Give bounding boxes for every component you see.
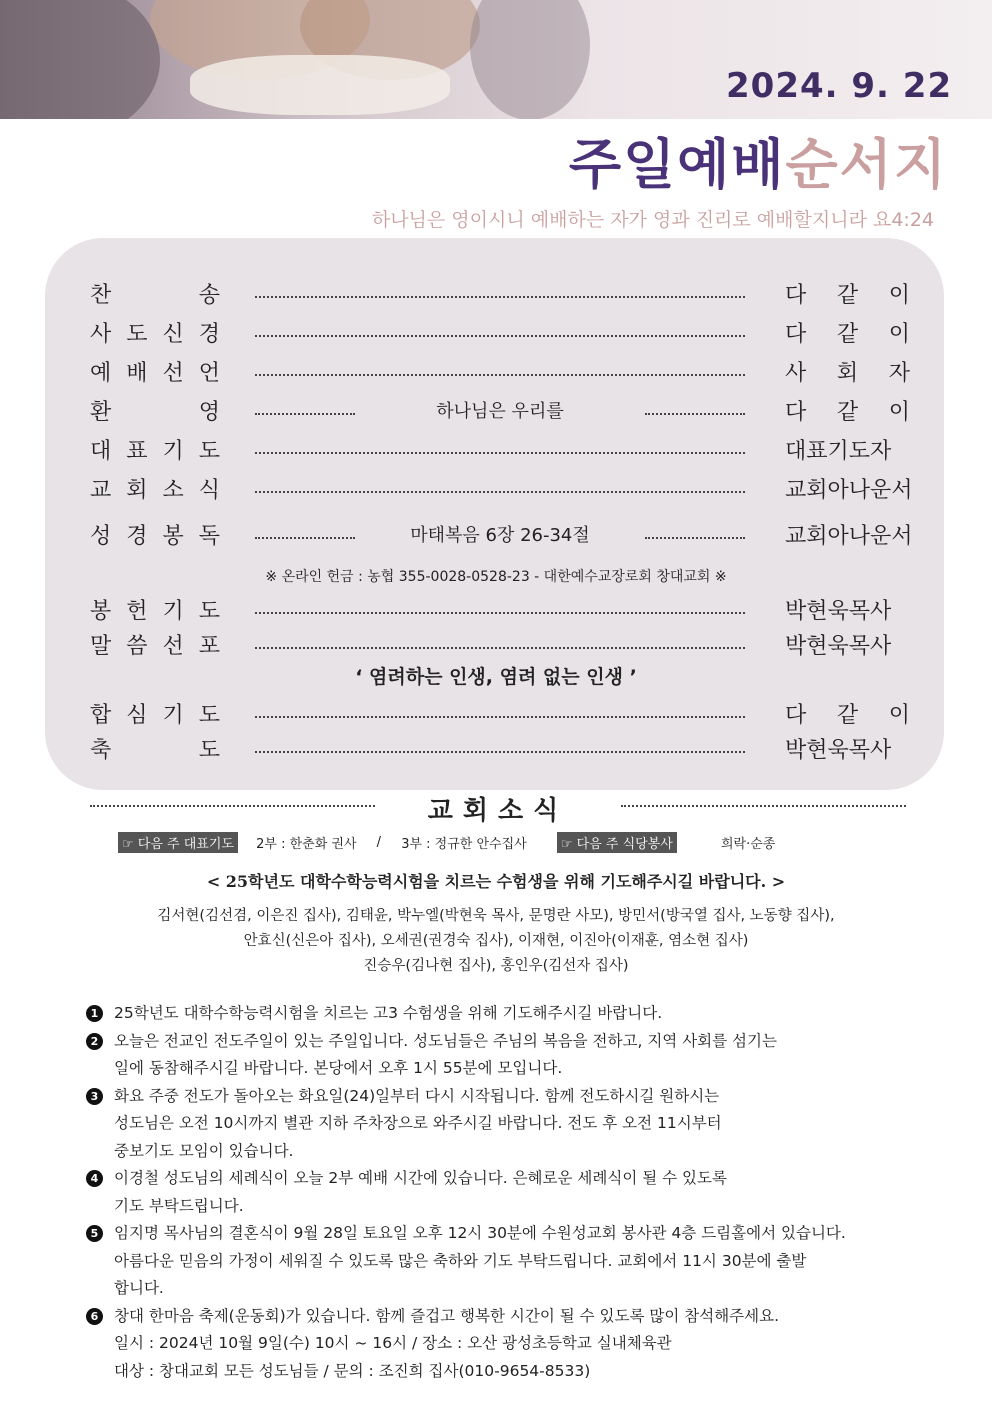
dotted-leader <box>255 527 355 539</box>
notice-number-badge: 3 <box>86 1088 103 1105</box>
dotted-leader <box>255 403 355 415</box>
dotted-leader <box>255 325 745 337</box>
order-label-char: 경 <box>126 524 148 549</box>
news-title-bar <box>90 790 906 826</box>
order-label-char: 축 <box>90 738 112 763</box>
order-label-char: 도 <box>198 738 220 763</box>
order-leader <box>785 317 910 348</box>
notice-item <box>86 1165 916 1220</box>
order-label-char: 독 <box>198 524 220 549</box>
order-label-char: 도 <box>198 703 220 728</box>
order-label-char: 소 <box>162 478 184 503</box>
order-label-char: 언 <box>198 361 220 386</box>
order-leader: 박현욱목사 <box>785 738 892 763</box>
order-label-char: 교 <box>90 478 112 503</box>
order-label-char: 송 <box>198 283 220 308</box>
notice-number-badge: 2 <box>86 1033 103 1050</box>
order-label-char: 예 <box>90 361 112 386</box>
order-label <box>90 278 220 309</box>
dotted-leader <box>255 637 745 649</box>
sermon-title: ‘ 염려하는 인생, 염려 없는 인생 ’ <box>355 666 637 688</box>
notice-line: 기도 부탁드립니다. <box>114 1196 244 1215</box>
notice-item <box>86 1303 916 1386</box>
order-label <box>90 698 220 729</box>
names-line: 김서현(김선겸, 이은진 집사), 김태윤, 박누엘(박현욱 목사, 문명란 사모), 방민서(방국열 집사, 노동향 집사), <box>157 908 835 924</box>
order-label <box>90 434 220 465</box>
prayer-duty-2: 2부 : 한춘화 권사 <box>256 837 357 852</box>
order-label-char: 기 <box>162 703 184 728</box>
notice-item <box>86 1220 916 1303</box>
notice-line: 성도님은 오전 10시까지 별관 지하 주차장으로 와주시길 바랍니다. 전도 후 오전 11시부터 <box>114 1114 722 1132</box>
order-label-char: 찬 <box>90 283 112 308</box>
order-row <box>90 473 913 505</box>
title-part2: 순서지 <box>785 133 948 196</box>
order-leader-char: 다 <box>785 703 807 728</box>
order-leader-char: 이 <box>888 703 910 728</box>
notice-list <box>86 1000 916 1385</box>
order-label-char: 헌 <box>126 599 148 624</box>
order-leader-char: 사 <box>785 361 807 386</box>
order-leader-char: 같 <box>836 703 859 728</box>
duty-separator: / <box>376 835 382 850</box>
order-row <box>90 317 910 349</box>
order-label-char: 포 <box>198 634 220 659</box>
order-label-char: 대 <box>90 439 112 464</box>
order-leader-char: 이 <box>888 322 910 347</box>
dotted-leader <box>255 286 745 298</box>
notice-line: 오늘은 전교인 전도주일이 있는 주일입니다. 성도님들은 주님의 복음을 전하고, 지역 사회를 섬기는 <box>114 1031 777 1050</box>
order-label <box>90 473 220 504</box>
notice-line: 화요 주중 전도가 돌아오는 화요일(24)일부터 다시 시작됩니다. 함께 전도하시길 원하시는 <box>114 1086 720 1105</box>
order-label-char: 선 <box>162 361 184 386</box>
order-leader <box>785 278 910 309</box>
notice-line: 임지명 목사님의 결혼식이 9월 28일 토요일 오후 12시 30분에 수원성교회 봉사관 4층 드림홀에서 있습니다. <box>114 1224 846 1242</box>
notice-number-badge: 1 <box>86 1005 103 1022</box>
notice-line: 대상 : 창대교회 모든 성도님들 / 문의 : 조진희 집사(010-9654-8533) <box>114 1361 591 1380</box>
order-row <box>90 629 910 661</box>
dotted-leader <box>645 403 745 415</box>
order-row <box>90 733 910 765</box>
order-leader: 대표기도자 <box>785 439 892 464</box>
order-label-char: 도 <box>126 322 148 347</box>
order-row <box>90 278 910 310</box>
notice-number-badge: 4 <box>86 1170 103 1187</box>
dotted-leader <box>255 364 745 376</box>
order-label-char: 도 <box>198 599 220 624</box>
order-leader: 박현욱목사 <box>785 634 892 659</box>
order-label-char: 말 <box>90 634 112 659</box>
order-label-char: 심 <box>126 703 148 728</box>
order-leader-char: 이 <box>888 283 910 308</box>
order-row <box>90 434 910 466</box>
notice-item <box>86 1028 916 1083</box>
order-label-char: 회 <box>126 478 148 503</box>
order-label <box>90 395 220 426</box>
notice-number-badge: 5 <box>86 1225 103 1242</box>
order-leader-char: 같 <box>836 283 859 308</box>
order-label-char: 식 <box>198 478 220 503</box>
notice-item <box>86 1083 916 1166</box>
order-leader: 교회아나운서 <box>785 478 913 503</box>
dotted-leader <box>255 602 745 614</box>
notice-item <box>86 1000 916 1028</box>
order-label <box>90 356 220 387</box>
order-middle-text: 마태복음 6장 26-34절 <box>410 525 590 546</box>
order-label-char: 환 <box>90 400 112 425</box>
order-label-char: 사 <box>90 322 112 347</box>
order-label <box>90 317 220 348</box>
order-label-char: 도 <box>198 439 220 464</box>
order-label-char: 기 <box>162 599 184 624</box>
prayer-duty-3: 3부 : 정규한 안수집사 <box>401 837 527 852</box>
order-leader-char: 자 <box>888 361 910 386</box>
notice-line: 일에 동참해주시길 바랍니다. 본당에서 오후 1시 55분에 모입니다. <box>114 1059 563 1077</box>
names-line: 진승우(김나현 집사), 홍인우(김선자 집사) <box>363 958 629 974</box>
notice-line: 창대 한마음 축제(운동회)가 있습니다. 함께 즐겁고 행복한 시간이 될 수 있도록 많이 참석해주세요. <box>114 1306 780 1325</box>
order-leader <box>785 698 910 729</box>
notice-number-badge: 6 <box>86 1308 103 1325</box>
notice-line: 중보기도 모임이 있습니다. <box>114 1141 294 1160</box>
order-label <box>90 733 220 764</box>
dotted-leader <box>255 741 745 753</box>
order-leader-char: 같 <box>836 400 859 425</box>
bible-shape <box>190 55 450 115</box>
order-label-char: 기 <box>162 439 184 464</box>
prayer-duty-tag: ☞ 다음 주 대표기도 <box>118 832 238 853</box>
order-leader-char: 회 <box>836 361 859 386</box>
service-date: 2024. 9. 22 <box>726 66 953 106</box>
order-label-char: 봉 <box>162 524 184 549</box>
meal-duty-tag: ☞ 다음 주 식당봉사 <box>557 832 677 853</box>
order-row <box>90 698 910 730</box>
dotted-divider <box>621 805 906 807</box>
order-row <box>90 519 913 551</box>
prayer-request-heading: < 25학년도 대학수학능력시험을 치르는 수험생을 위해 기도해주시길 바랍니다. > <box>206 872 786 891</box>
order-label <box>90 519 220 550</box>
names-line: 안효신(신은아 집사), 오세권(권경숙 집사), 이재현, 이진아(이재훈, 염소현 집사) <box>243 933 749 949</box>
order-row <box>90 356 910 388</box>
student-names <box>0 904 992 979</box>
order-label-char: 영 <box>198 400 220 425</box>
order-label-char: 신 <box>162 322 184 347</box>
dotted-leader <box>255 706 745 718</box>
page-title <box>569 122 948 199</box>
meal-duty: 희락·순종 <box>720 837 776 852</box>
order-leader: 교회아나운서 <box>785 524 913 549</box>
order-label-char: 선 <box>162 634 184 659</box>
order-row <box>90 395 910 427</box>
notice-line: 이경철 성도님의 세례식이 오늘 2부 예배 시간에 있습니다. 은혜로운 세례식이 될 수 있도록 <box>114 1169 727 1187</box>
clothing-shape <box>470 0 590 119</box>
order-label-char: 배 <box>126 361 148 386</box>
order-leader-char: 이 <box>888 400 910 425</box>
title-part1: 주일예배 <box>568 133 786 196</box>
order-label <box>90 594 220 625</box>
order-leader: 박현욱목사 <box>785 599 892 624</box>
order-label-char: 합 <box>90 703 112 728</box>
order-leader <box>785 356 910 387</box>
notice-line: 아름다운 믿음의 가정이 세워질 수 있도록 많은 축하와 기도 부탁드립니다. 교회에서 11시 30분에 출발 <box>114 1251 807 1270</box>
order-leader-char: 다 <box>785 322 807 347</box>
order-leader-char: 다 <box>785 400 807 425</box>
order-label <box>90 629 220 660</box>
dotted-leader <box>645 527 745 539</box>
order-label-char: 표 <box>126 439 148 464</box>
notice-line: 일시 : 2024년 10월 9일(수) 10시 ~ 16시 / 장소 : 오산 광성초등학교 실내체육관 <box>114 1334 672 1352</box>
order-label-char: 성 <box>90 524 112 549</box>
offering-note: ※ 온라인 헌금 : 농협 355-0028-0528-23 - 대한예수교장로회 창대교회 ※ <box>265 569 727 585</box>
order-label-char: 씀 <box>126 634 148 659</box>
notice-line: 25학년도 대학수학능력시험을 치르는 고3 수험생을 위해 기도해주시길 바랍니다. <box>114 1004 663 1022</box>
clothing-shape <box>0 0 160 119</box>
order-label-char: 경 <box>198 322 220 347</box>
order-leader-char: 같 <box>836 322 859 347</box>
dotted-leader <box>255 442 745 454</box>
dotted-leader <box>255 481 745 493</box>
next-week-duty <box>118 832 775 852</box>
order-middle-text: 하나님은 우리를 <box>436 401 564 422</box>
news-title: 교회소식 <box>427 796 569 826</box>
order-leader <box>785 395 910 426</box>
notice-line: 합니다. <box>114 1279 164 1297</box>
order-row <box>90 594 910 626</box>
order-label-char: 봉 <box>90 599 112 624</box>
order-leader-char: 다 <box>785 283 807 308</box>
header-verse: 하나님은 영이시니 예배하는 자가 영과 진리로 예배할지니라 요4:24 <box>371 209 934 231</box>
